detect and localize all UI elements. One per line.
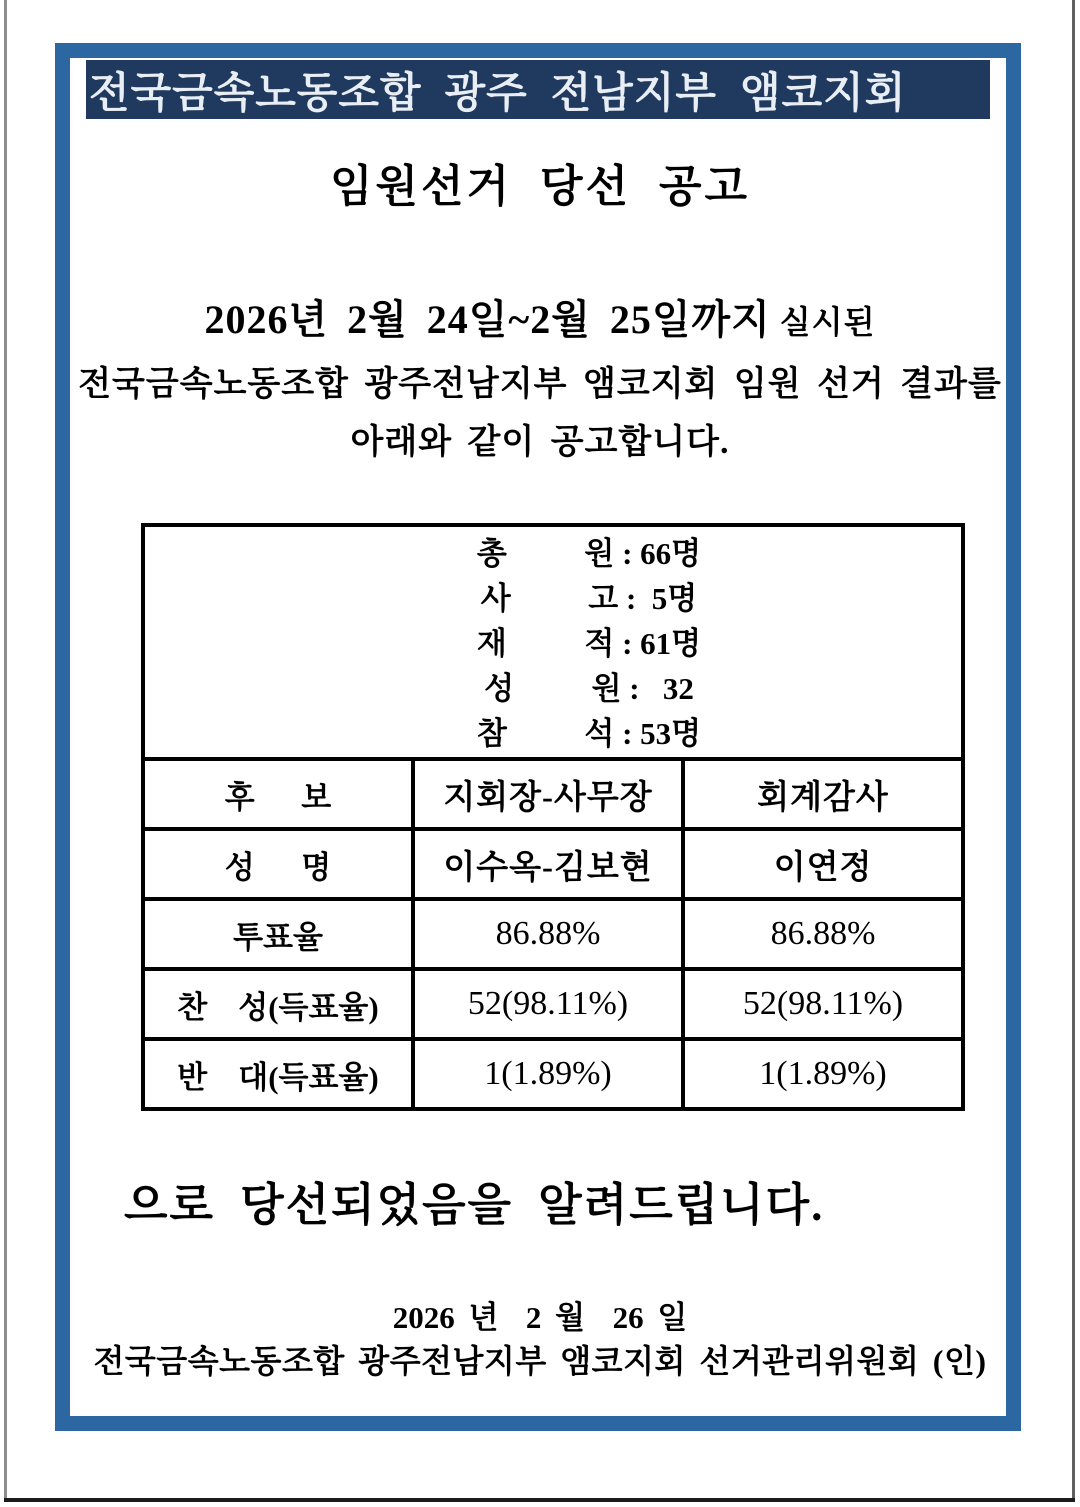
committee-signature-line: 전국금속노동조합 광주전남지부 앰코지회 선거관리위원회 (인) bbox=[93, 1343, 987, 1379]
table-row-yes-votes bbox=[143, 969, 963, 1039]
stat-quorum: 성 원 : 32 bbox=[484, 671, 694, 706]
election-results-table bbox=[141, 523, 965, 1111]
closing-statement: 으로 당선되었음을 알려드립니다. bbox=[124, 1180, 825, 1230]
no-row-label: 반 대(득표율) bbox=[143, 1039, 413, 1109]
document-title: 임원선거 당선 공고 bbox=[329, 162, 751, 211]
stat-absent-members: 사 고 : 5명 bbox=[480, 581, 698, 616]
auditor-turnout-value: 86.88% bbox=[683, 899, 963, 969]
announcement-date: 2026 년 2 월 26 일 bbox=[392, 1300, 688, 1335]
union-branch-banner bbox=[86, 60, 990, 119]
chair-yes-votes: 52(98.11%) bbox=[413, 969, 683, 1039]
chair-candidate-name: 이수옥-김보현 bbox=[413, 829, 683, 899]
position-auditor-cell: 회계감사 bbox=[683, 759, 963, 829]
intro-line-organization: 전국금속노동조합 광주전남지부 앰코지회 임원 선거 결과를 bbox=[78, 366, 1002, 403]
auditor-yes-votes: 52(98.11%) bbox=[683, 969, 963, 1039]
table-row-no-votes bbox=[143, 1039, 963, 1109]
position-chair-cell: 지회장-사무장 bbox=[413, 759, 683, 829]
election-held-text: 실시된 bbox=[770, 304, 876, 340]
table-row-candidate-names bbox=[143, 829, 963, 899]
membership-stats-cell bbox=[143, 525, 963, 759]
auditor-no-votes: 1(1.89%) bbox=[683, 1039, 963, 1109]
turnout-row-label: 투표율 bbox=[143, 899, 413, 969]
table-row-candidate-position bbox=[143, 759, 963, 829]
page-right-edge-line bbox=[1072, 0, 1075, 1501]
page-left-edge-line bbox=[4, 0, 7, 1501]
intro-line-announce: 아래와 같이 공고합니다. bbox=[350, 424, 730, 461]
yes-row-label: 찬 성(득표율) bbox=[143, 969, 413, 1039]
chair-turnout-value: 86.88% bbox=[413, 899, 683, 969]
stat-enrolled-members: 재 적 : 61명 bbox=[476, 626, 702, 661]
union-branch-banner-text: 전국금속노동조합 광주 전남지부 앰코지회 bbox=[89, 70, 907, 117]
table-row-turnout bbox=[143, 899, 963, 969]
name-row-label: 성 명 bbox=[143, 829, 413, 899]
election-period-text: 2026년 2월 24일~2월 25일까지 bbox=[204, 297, 771, 342]
auditor-candidate-name: 이연정 bbox=[683, 829, 963, 899]
candidate-row-label: 후 보 bbox=[143, 759, 413, 829]
intro-line-election-period bbox=[72, 288, 1008, 345]
table-row-membership-stats bbox=[143, 525, 963, 759]
stat-attendees: 참 석 : 53명 bbox=[476, 716, 702, 751]
page-bottom-edge-line bbox=[4, 1498, 1075, 1502]
stat-total-members: 총 원 : 66명 bbox=[476, 536, 702, 571]
chair-no-votes: 1(1.89%) bbox=[413, 1039, 683, 1109]
